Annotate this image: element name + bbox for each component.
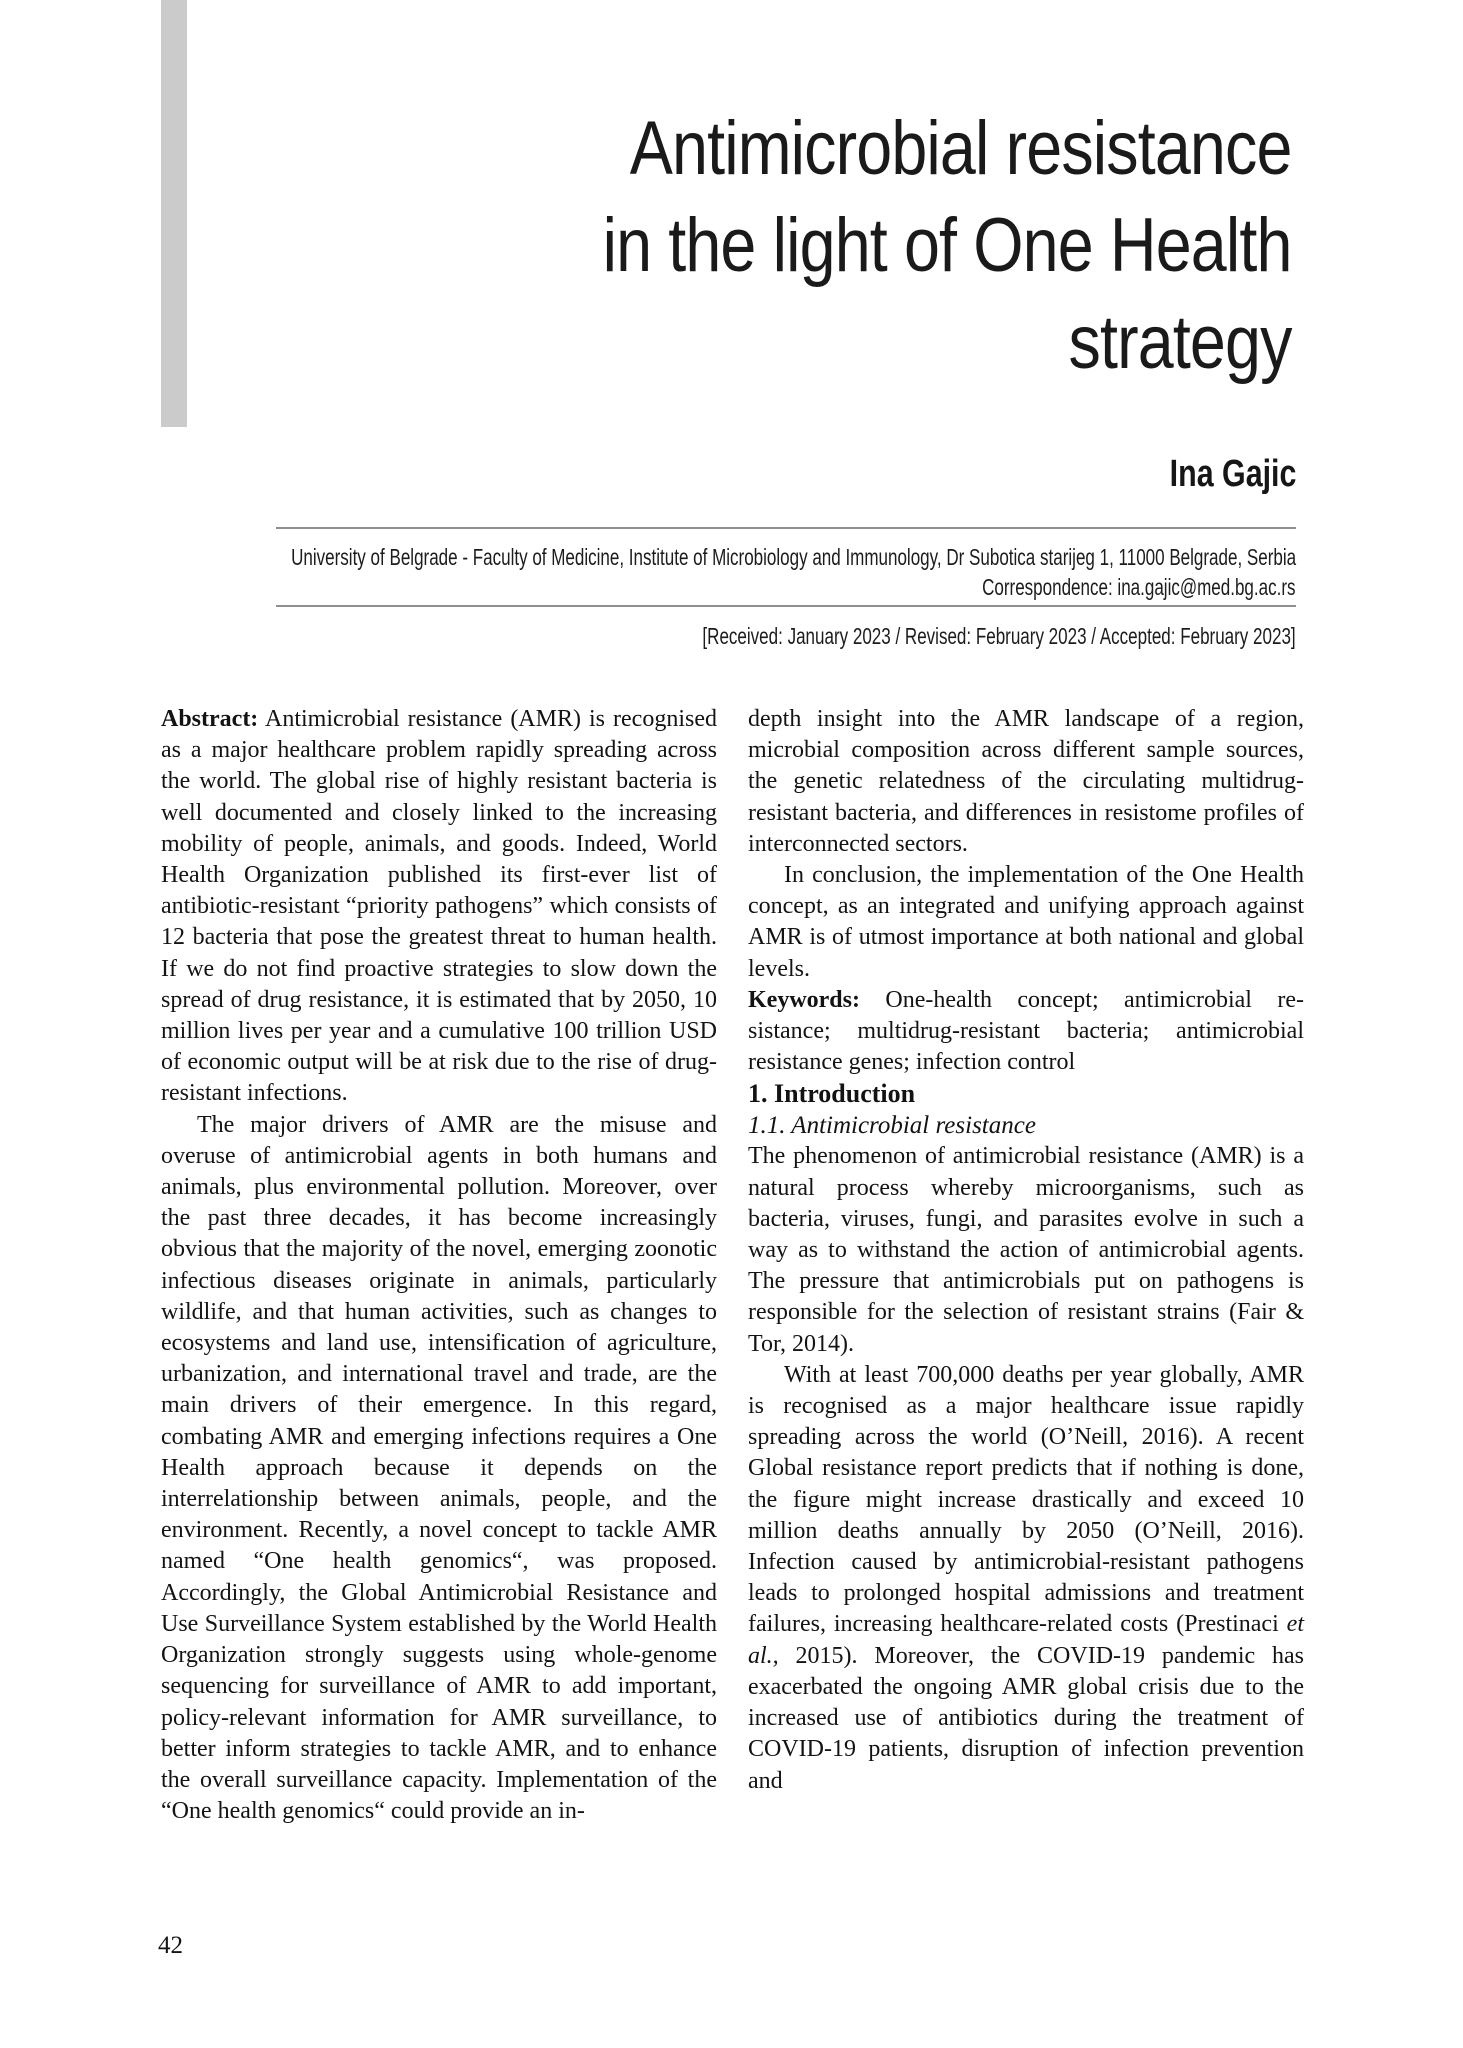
abstract-paragraph (161, 704, 717, 1110)
subsection-heading-antimicrobial-resistance: 1.1. Antimicrobial resistance (748, 1112, 1036, 1140)
introduction-paragraph-2 (748, 1360, 1304, 1797)
introduction-paragraph-2-text: With at least 700,000 deaths per year globally, AMR is recognised as a major healthcare issue rapidly spreading across the world (O’Neill, 2016). A recent Global resistance report predicts that if nothing is done, the figure might increase drastically and exceed 10 million deaths annually by 2050 (O’Neill, 2016). Infection caused by antimicrobial-resistant pathogens leads to prolonged hospital admissions and treatment failures, increasing healthcare-related costs (Prestinaci (748, 1361, 1304, 1638)
keywords-text: One-health concept; antimicrobial re-sistance; multidrug-resistant bacteria; antimicrobial resistance genes; infection control (748, 986, 1304, 1076)
article-title-line-3: strategy (1069, 300, 1292, 385)
decorative-margin-bar (161, 0, 187, 427)
correspondence-line: Correspondence: ina.gajic@med.bg.ac.rs (982, 574, 1296, 600)
abstract-label: Abstract: (161, 706, 259, 732)
received-revised-accepted-line: [Received: January 2023 / Revised: February 2023 / Accepted: February 2023] (702, 623, 1296, 649)
abstract-text: Antimicrobial resistance (AMR) is recognised as a major healthcare problem rapidly spreading across the world. The global rise of highly resistant bacteria is well documented and closely linked to the increasing mobility of people, animals, and goods. Indeed, World Health Organization published its first-ever list of antibiotic-resistant “priority pathogens” which consists of 12 bacteria that pose the greatest threat to human health. If we do not find proactive strategies to slow down the spread of drug resistance, it is estimated that by 2050, 10 million lives per year and a cumulative 100 trillion USD of economic output will be at risk due to the rise of drug-resistant infections. (161, 706, 717, 1107)
keywords-paragraph (748, 985, 1304, 1079)
body-column-left (161, 704, 717, 1827)
abstract-paragraph-4: In conclusion, the implementation of the One Health concept, as an integrated and unifying approach against AMR is of utmost importance at both national and global levels. (748, 862, 1304, 982)
header-rule-bottom (276, 605, 1296, 607)
introduction-paragraph-1: The phenomenon of antimicrobial resistance (AMR) is a natural process whereby microorganisms, such as bacteria, viruses, fungi, and parasites evolve in such a way as to withstand the action of antimicrobial agents. The pressure that antimicrobials put on pathogens is responsible for the selection of resistant strains (Fair & Tor, 2014). (748, 1143, 1304, 1357)
introduction-paragraph-2-text-end: 2015). Moreover, the COVID-19 pandemic has exacerbated the ongoing AMR global crisis due to the increased use of antibiotics during the treatment of COVID-19 patients, disruption of infection prevention and (748, 1642, 1304, 1794)
body-column-right (748, 704, 1304, 1797)
section-heading-introduction: 1. Introduction (748, 1079, 916, 1109)
author-name: Ina Gajic (1169, 453, 1296, 495)
article-title (603, 100, 1292, 391)
abstract-paragraph-2: The major drivers of AMR are the misuse and overuse of antimicrobial agents in both humans and animals, plus environmental pollution. Moreover, over the past three decades, it has become increasingly obvious that the majority of the novel, emerging zoonotic infectious diseases originate in animals, particularly wildlife, and that human activities, such as changes to ecosystems and land use, intensification of agriculture, urbanization, and international travel and trade, are the main drivers of their emergence. In this regard, combating AMR and emerging infections requires a One Health approach because it depends on the interrelationship between animals, people, and the environment. Recently, a novel concept to tackle AMR named “One health genomics“, was proposed. Accordingly, the Global Antimicrobial Resistance and Use Surveillance System established by the World Health Organization strongly suggests using whole-genome sequencing for surveillance of AMR to add important, policy-relevant information for AMR surveillance, to better inform strategies to tackle AMR, and to enhance the overall surveillance capacity. Implementation of the “One health genomics“ could provide an in- (161, 1111, 717, 1825)
article-title-line-2: in the light of One Health (603, 203, 1292, 288)
keywords-label: Keywords: (748, 986, 860, 1013)
et-al-citation: et al., (748, 1611, 1304, 1669)
article-title-line-1: Antimicrobial resistance (630, 106, 1292, 191)
affiliation-line: University of Belgrade - Faculty of Medicine, Institute of Microbiology and Immunology, Dr Subotica starijeg 1, 11000 Belgrade, Serbia (290, 544, 1296, 570)
page-number: 42 (158, 1932, 183, 1959)
header-rule-top (276, 527, 1296, 529)
abstract-paragraph-3: depth insight into the AMR landscape of a region, microbial composition across different sample sources, the genetic relatedness of the circulating multidrug-resistant bacteria, and differences in resistome profiles of interconnected sectors. (748, 706, 1304, 857)
